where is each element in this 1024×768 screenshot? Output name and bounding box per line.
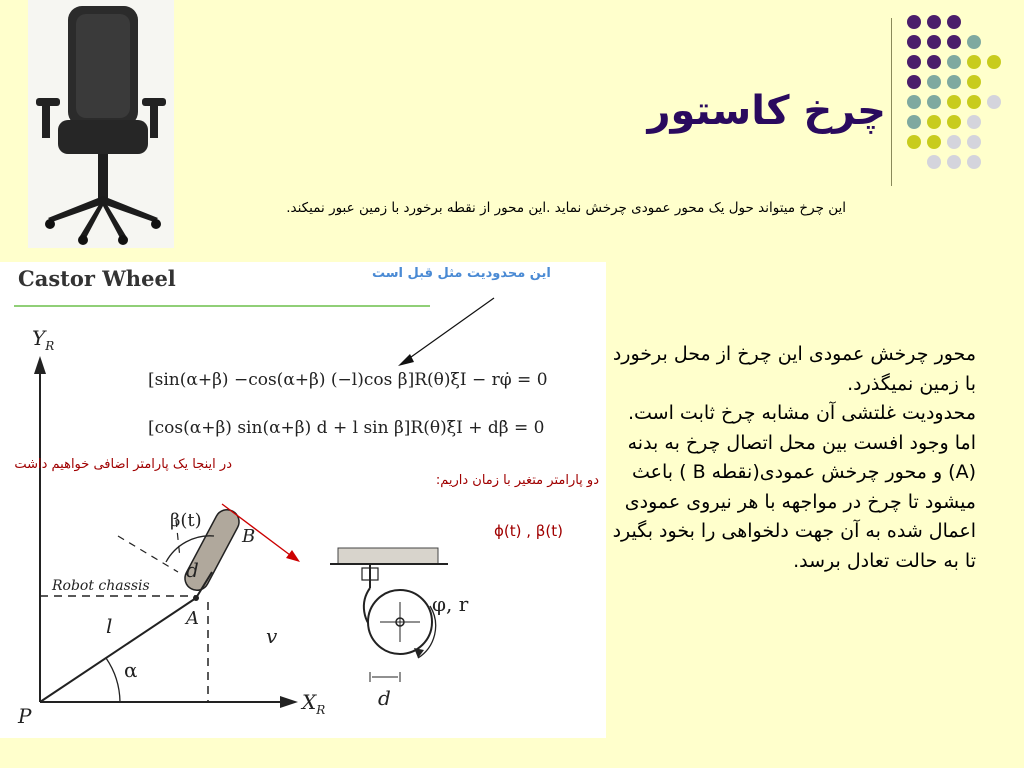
label-alpha: α bbox=[124, 658, 138, 682]
label-b: B bbox=[242, 526, 256, 547]
label-p: P bbox=[18, 704, 32, 728]
note-time-varying-params: دو پارامتر متغیر با زمان داریم: bbox=[435, 473, 599, 488]
note-param-symbols: ϕ(t) , β(t) bbox=[494, 522, 563, 540]
castor-wheel-diagram bbox=[0, 262, 606, 738]
body-paragraph-3: اما وجود افست بین محل اتصال چرخ به بدنه (A) و محور چرخش عمودی(نقطه B ) باعث میشود تا چرخ در مواجهه با هر نیروی عمودی اعمال شده به آن جهت دلخواهی را بخود بگیرد تا به حالت تعادل برسد. bbox=[612, 431, 976, 572]
body-text bbox=[600, 340, 976, 576]
point-a bbox=[193, 595, 199, 601]
label-d: d bbox=[186, 558, 199, 582]
castor-side-view bbox=[330, 548, 448, 682]
dot-pattern bbox=[907, 15, 1001, 169]
label-d-offset: d bbox=[378, 686, 391, 710]
label-l: l bbox=[106, 614, 113, 638]
constraint-equation-1: [sin(α+β) −cos(α+β) (−l)cos β]R(θ)ξ̇I − rφ̇ = 0 bbox=[148, 370, 548, 390]
title-divider-line bbox=[891, 18, 892, 186]
label-robot-chassis: Robot chassis bbox=[52, 578, 150, 594]
body-paragraph-2: محدودیت غلتشی آن مشابه چرخ ثابت است. bbox=[627, 402, 976, 424]
diagram-heading: Castor Wheel bbox=[18, 266, 176, 291]
label-phi-r: φ, r bbox=[432, 592, 469, 616]
constraint-equation-2: [cos(α+β) sin(α+β) d + l sin β]R(θ)ξ̇I + dβ̇ = 0 bbox=[148, 418, 545, 438]
decorative-dot-grid bbox=[904, 12, 1014, 172]
label-y-r: $Y_R$ bbox=[32, 326, 55, 353]
label-beta: β(t) bbox=[170, 510, 202, 531]
office-chair-image bbox=[28, 0, 174, 248]
slide-subtitle: این چرخ میتواند حول یک محور عمودی چرخش نماید .این محور از نقطه برخورد با زمین عبور نمیکند. bbox=[286, 200, 846, 216]
label-v: v bbox=[266, 624, 278, 648]
slide-title: چرخ کاستور bbox=[647, 88, 886, 134]
note-extra-parameter: در اینجا یک پارامتر اضافی خواهیم داشت bbox=[14, 457, 232, 472]
note-arrow bbox=[404, 298, 494, 362]
alpha-arc bbox=[106, 658, 120, 702]
label-x-r: $X_R$ bbox=[302, 690, 326, 717]
note-same-constraint: این محدودیت مثل قبل است bbox=[372, 266, 551, 281]
label-a: A bbox=[186, 608, 199, 629]
body-paragraph-1: محور چرخش عمودی این چرخ از محل برخورد با زمین نمیگذرد. bbox=[612, 343, 976, 395]
